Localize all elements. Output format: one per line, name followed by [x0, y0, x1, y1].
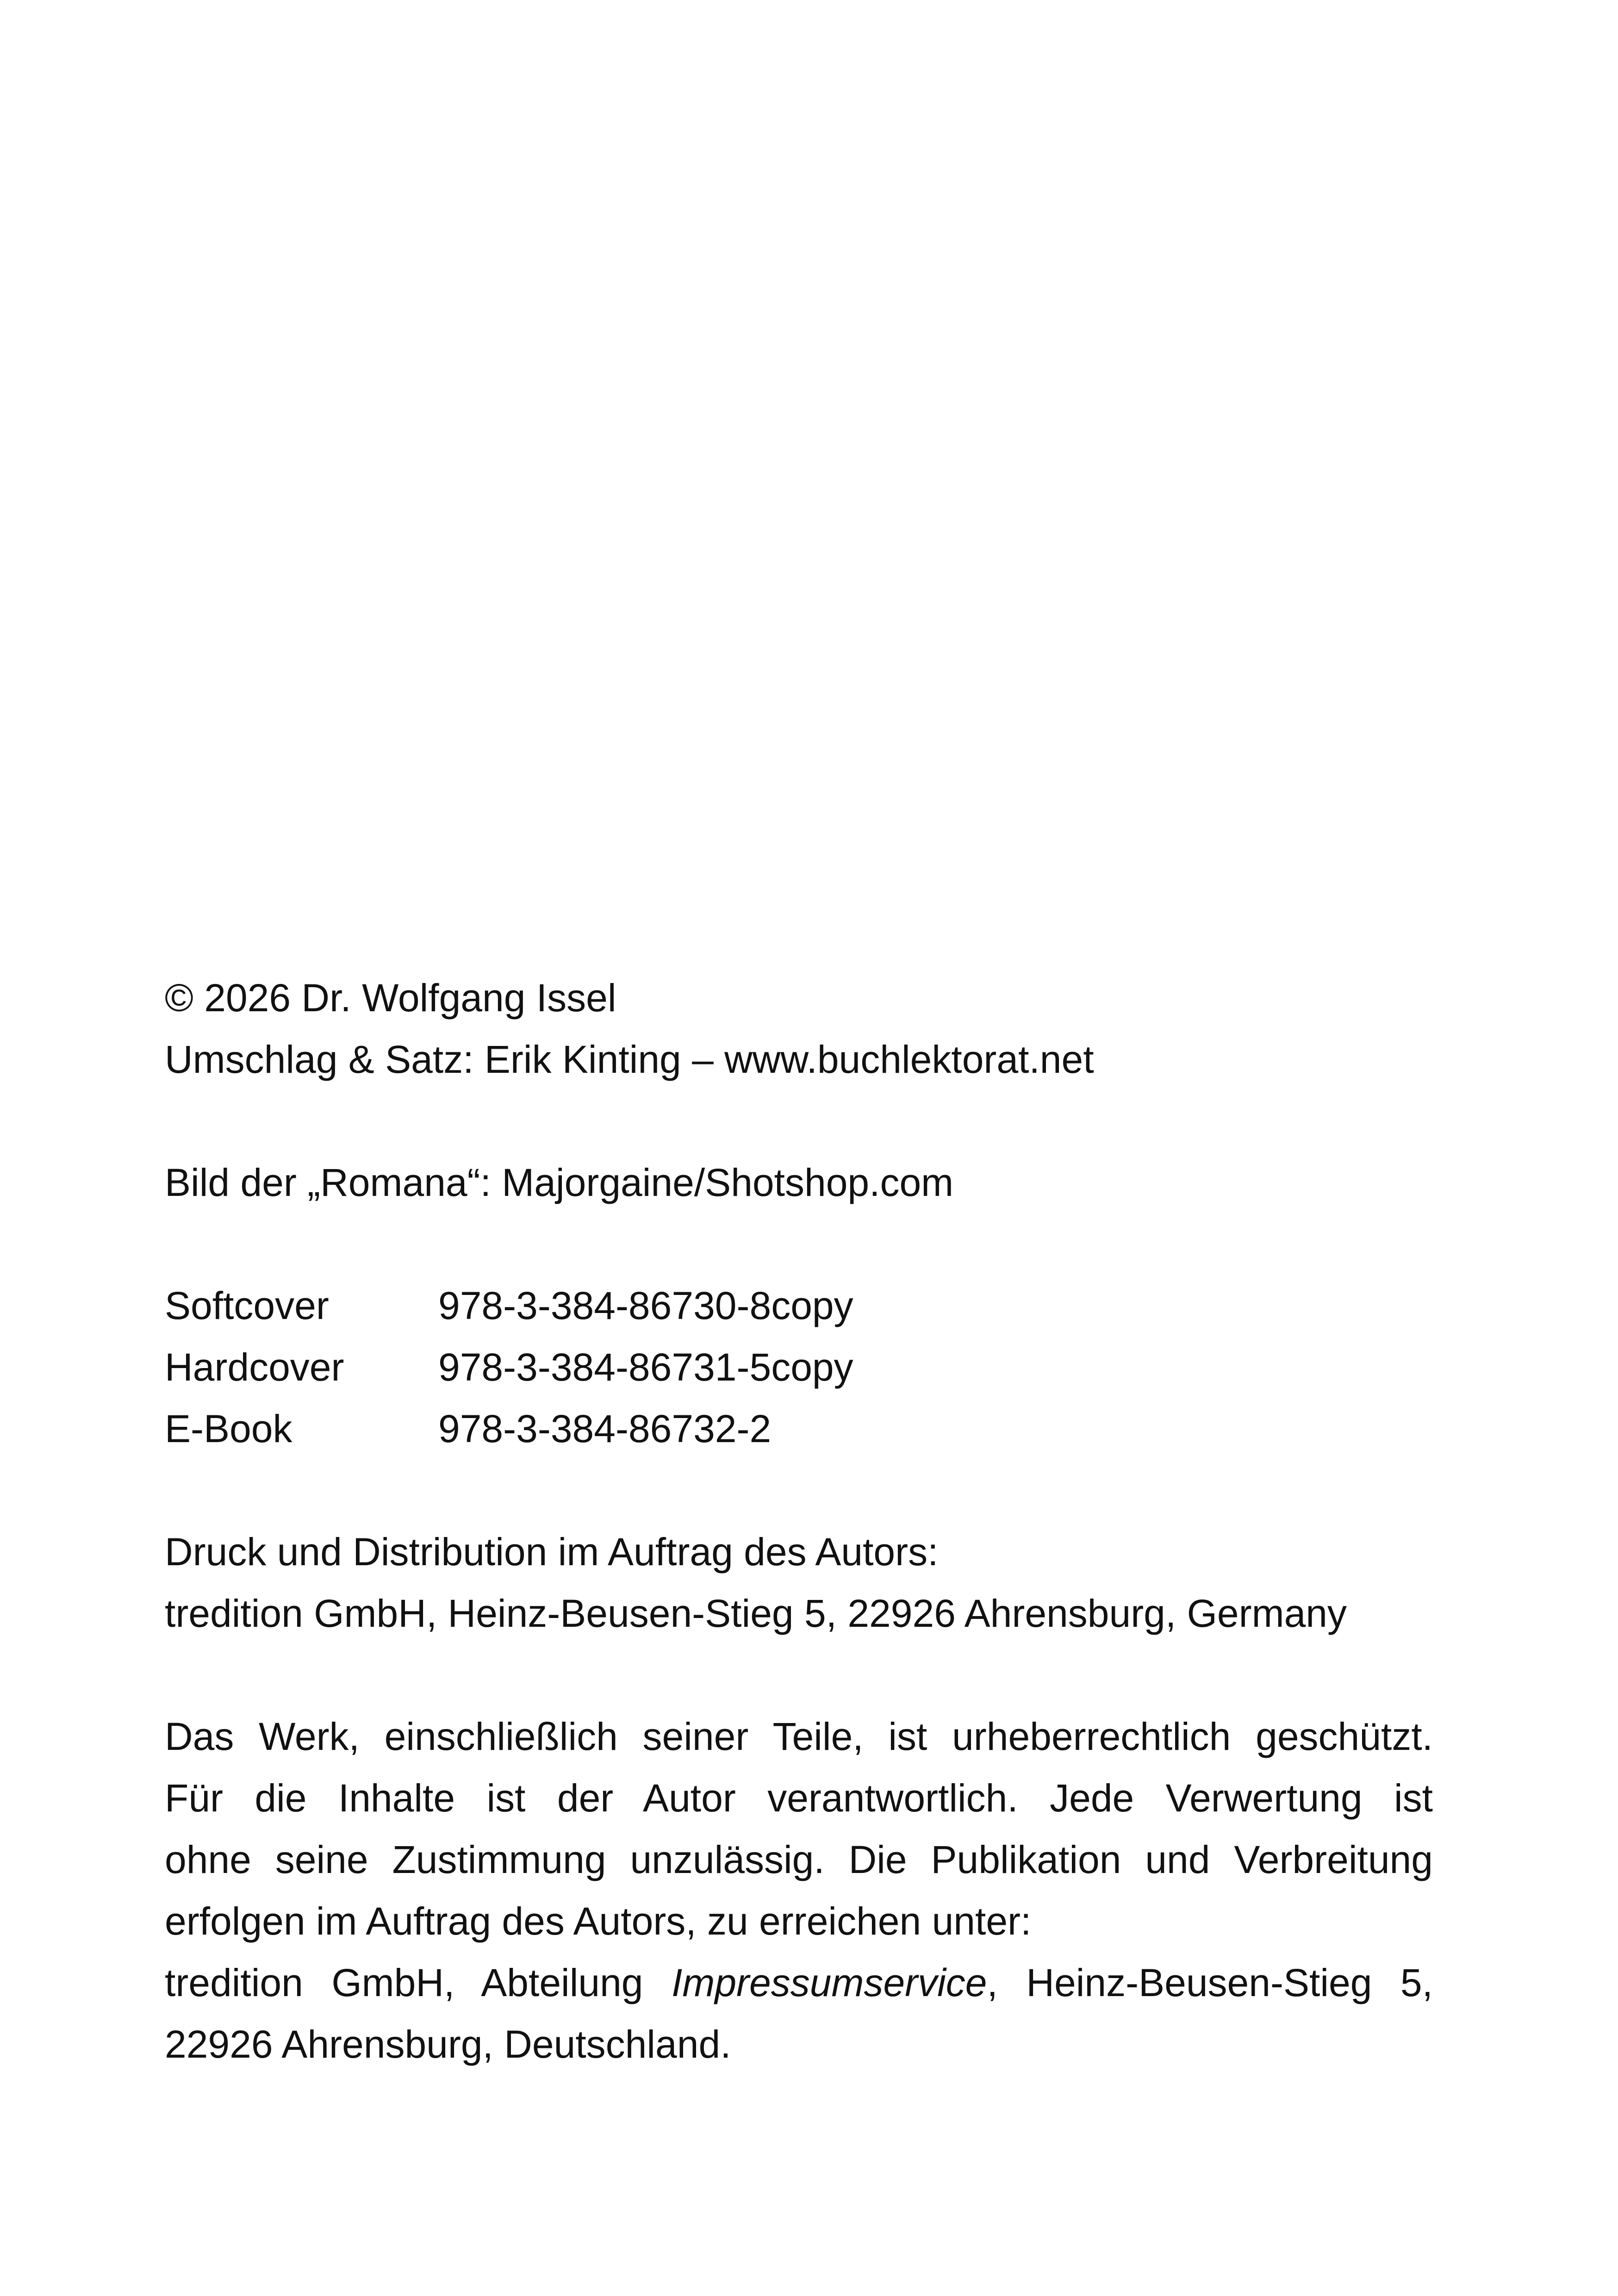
spacer [165, 1644, 1433, 1706]
isbn-label: E-Book [165, 1407, 292, 1450]
legal-notice [165, 1706, 1433, 2075]
legal-line: erfolgen im Auftrag des Autors, zu erreichen unter: [165, 1899, 1032, 1943]
spacer [165, 1213, 1433, 1275]
legal-department: Impressumservice [672, 1961, 987, 2004]
isbn-label: Softcover [165, 1284, 329, 1327]
legal-line-address [165, 1952, 1433, 2014]
legal-line: Das Werk, einschließlich seiner Teile, ist urheberrechtlich geschützt. [165, 1715, 1433, 1758]
isbn-row-hardcover [165, 1337, 1433, 1398]
isbn-value: 978-3-384-86730-8copy [438, 1284, 853, 1327]
legal-line: Für die Inhalte ist der Autor verantwortlich. Jede Verwertung ist [165, 1776, 1433, 1820]
distribution-address-line: tredition GmbH, Heinz-Beusen-Stieg 5, 22926 Ahrensburg, Germany [165, 1592, 1347, 1635]
isbn-label: Hardcover [165, 1345, 344, 1389]
legal-line: 22926 Ahrensburg, Deutschland. [165, 2022, 731, 2066]
legal-text: , Heinz-Beusen-Stieg 5, [987, 1961, 1433, 2004]
legal-line: ohne seine Zustimmung unzulässig. Die Publikation und Verbreitung [165, 1838, 1433, 1881]
spacer [165, 1090, 1433, 1152]
isbn-row-softcover [165, 1275, 1433, 1337]
isbn-value: 978-3-384-86731-5copy [438, 1345, 853, 1389]
spacer [165, 1460, 1433, 1521]
distribution-line: Druck und Distribution im Auftrag des Autors: [165, 1530, 939, 1574]
isbn-value: 978-3-384-86732-2 [438, 1407, 772, 1450]
copyright-line: © 2026 Dr. Wolfgang Issel [165, 976, 616, 1020]
image-credit-line: Bild der „Romana“: Majorgaine/Shotshop.com [165, 1161, 954, 1204]
cover-credit-line: Umschlag & Satz: Erik Kinting – www.buchlektorat.net [165, 1038, 1094, 1081]
isbn-row-ebook [165, 1398, 1433, 1460]
imprint-block [165, 967, 1433, 2075]
legal-text: tredition GmbH, Abteilung [165, 1961, 672, 2004]
